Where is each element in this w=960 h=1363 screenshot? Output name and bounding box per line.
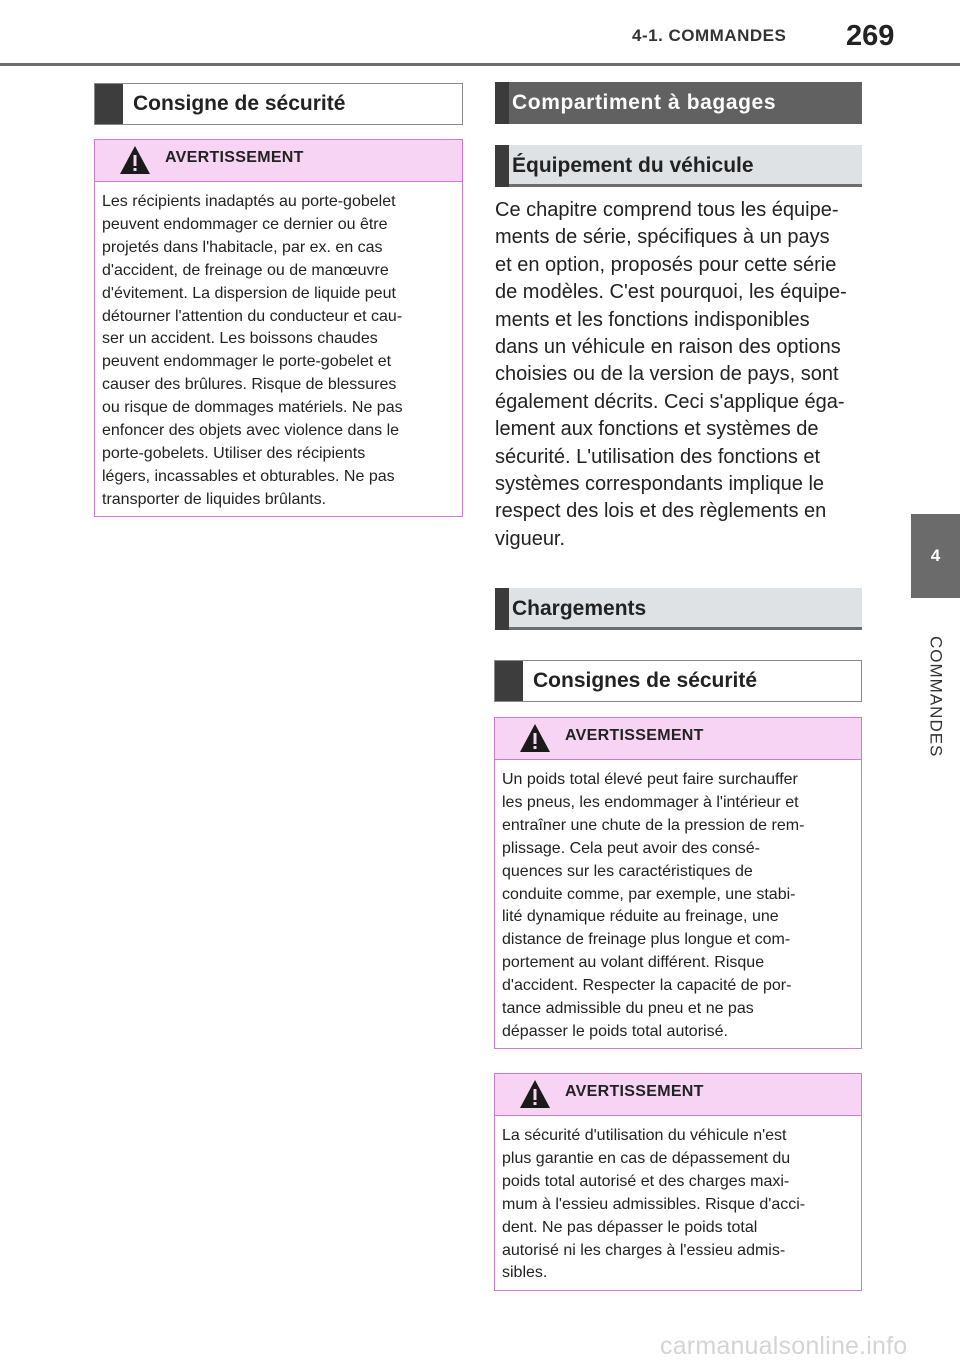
body-paragraph: Ce chapitre comprend tous les équipe- ments de série, spécifiques à un pays et en option, proposés pour cette série de modèles. C'est pourquoi, les équipe- ments et les fonctions indisponibles dans un véhicule en raison des options choisies ou de la version de pays, sont également décrits. Ceci s'applique éga- lement aux fonctions et systèmes de sécurité. L'utilisation des fonctions et systèmes correspondants implique le respect des lois et des règlements en vigueur. (495, 199, 847, 550)
heading-marker (495, 145, 509, 187)
section-title: 4-1. COMMANDES (632, 26, 787, 45)
heading-marker (495, 588, 509, 630)
warning-title: AVERTISSEMENT (165, 149, 304, 166)
warning-triangle-icon (119, 145, 151, 175)
chapter-tab[interactable]: 4 (911, 514, 960, 598)
subsection-heading-text: Chargements (512, 597, 647, 620)
warning-header (95, 140, 462, 182)
heading-safety-right (494, 660, 862, 702)
watermark-text: carmanualsonline.info (660, 1332, 908, 1360)
warning-text: La sécurité d'utilisation du véhicule n'est plus garantie en cas de dépassement du poids total autorisé et des charges maxi- mum à l'essieu admissibles. Risque d'acci- dent. Ne pas dépasser le poids total autorisé ni les charges à l'essieu admis- sibles. (502, 1127, 806, 1282)
subsection-heading-loads (495, 588, 862, 630)
heading-marker (495, 82, 509, 124)
subsection-heading-equipment (495, 145, 862, 187)
warning-title: AVERTISSEMENT (565, 727, 704, 744)
header-divider (0, 63, 960, 66)
page-number: 269 (846, 20, 895, 52)
warning-box-weight (494, 717, 862, 1049)
warning-title: AVERTISSEMENT (565, 1083, 704, 1100)
heading-marker (495, 661, 523, 701)
warning-triangle-icon (519, 723, 551, 753)
warning-header (495, 1074, 861, 1116)
section-heading-text: Compartiment à bagages (512, 91, 777, 114)
heading-text: Consignes de sécurité (533, 669, 758, 692)
warning-header (495, 718, 861, 760)
heading-text: Consigne de sécurité (133, 92, 346, 115)
warning-text: Un poids total élevé peut faire surchauffer les pneus, les endommager à l'intérieur et entraîner une chute de la pression de rem- plissage. Cela peut avoir des consé- quences sur les caractéristiques de conduite comme, par exemple, une stabi- lité dynamique réduite au freinage, une distance de freinage plus longue et com- portement au volant différent. Risque d'accident. Respecter la capacité de por- tance admissible du pneu et ne pas dépasser le poids total autorisé. (502, 771, 805, 1040)
chapter-label-text: COMMANDES (926, 636, 946, 758)
subsection-heading-text: Équipement du véhicule (512, 154, 754, 177)
warning-box-axle-load (494, 1073, 862, 1291)
heading-marker (95, 84, 123, 124)
chapter-label (911, 612, 960, 782)
warning-text: Les récipients inadaptés au porte-gobelet peuvent endommager ce dernier ou être projetés dans l'habitacle, par ex. en cas d'accident, de freinage ou de manœuvre d'évitement. La dispersion de liquide peut détourner l'attention du conducteur et cau- ser un accident. Les boissons chaudes peuvent endommager le porte-gobelet et causer des brûlures. Risque de blessures ou risque de dommages matériels. Ne pas enfoncer des objets avec violence dans le porte-gobelets. Utiliser des récipients légers, incassables et obturables. Ne pas transporter de liquides brûlants. (102, 193, 403, 508)
heading-safety-left (94, 83, 463, 125)
section-heading-luggage (495, 82, 862, 124)
warning-box-cupholder (94, 139, 463, 517)
warning-triangle-icon (519, 1079, 551, 1109)
